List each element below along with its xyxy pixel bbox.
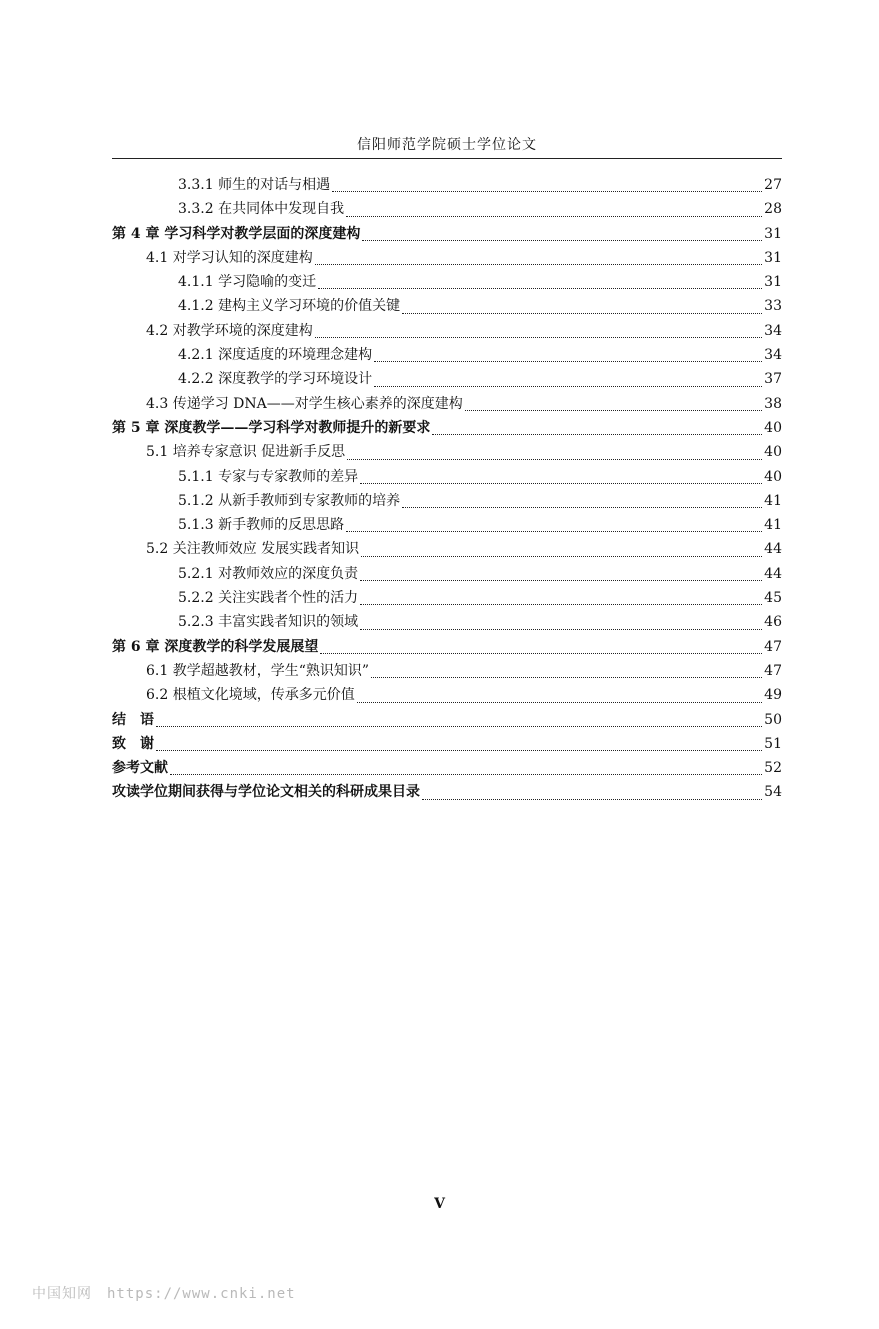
toc-entry (112, 490, 782, 514)
toc-entry-title: 4.3 传递学习 DNA——对学生核心素养的深度建构 (146, 395, 463, 412)
toc-entry-title: 6.1 教学超越教材，学生“熟识知识” (146, 662, 370, 679)
toc-entry (112, 174, 782, 198)
toc-leader-dots (156, 725, 762, 727)
toc-leader-dots (402, 506, 762, 508)
toc-entry-title: 4.2.1 深度适度的环境理念建构 (178, 347, 373, 364)
toc-entry (112, 368, 782, 392)
toc-entry-title: 4.1.2 建构主义学习环境的价值关键 (178, 298, 401, 315)
toc-entry-title: 5.2.2 关注实践者个性的活力 (178, 590, 359, 607)
toc-entry (112, 466, 782, 490)
toc-entry-page: 45 (764, 590, 782, 607)
toc-entry (112, 733, 782, 757)
toc-leader-dots (432, 433, 762, 435)
toc-entry (112, 198, 782, 222)
watermark-text: 中国知网 https://www.cnki.net (32, 1286, 296, 1302)
toc-entry-page: 49 (764, 687, 782, 704)
toc-entry-page: 44 (764, 565, 782, 582)
toc-entry-page: 47 (764, 662, 782, 679)
toc-entry-title: 3.3.1 师生的对话与相遇 (178, 177, 331, 193)
toc-entry-title: 5.1.2 从新手教师到专家教师的培养 (178, 492, 401, 509)
toc-entry-page: 47 (764, 638, 782, 655)
toc-entry (112, 223, 782, 247)
toc-entry (112, 514, 782, 538)
toc-entry-title: 5.1.1 专家与专家教师的差异 (178, 468, 359, 485)
toc-entry-page: 33 (764, 298, 782, 315)
running-header: 信阳师范学院硕士学位论文 (357, 137, 537, 153)
toc-leader-dots (371, 676, 762, 678)
toc-entry (112, 393, 782, 417)
toc-entry-page: 52 (764, 760, 782, 777)
toc-entry (112, 757, 782, 781)
toc-leader-dots (360, 482, 762, 484)
toc-entry (112, 636, 782, 660)
toc-entry-page: 38 (764, 395, 782, 412)
toc-entry-page: 40 (764, 468, 782, 485)
header-rule (112, 158, 782, 159)
toc-leader-dots (362, 239, 762, 241)
toc-entry (112, 538, 782, 562)
toc-entry (112, 320, 782, 344)
toc-leader-dots (170, 773, 762, 775)
toc-entry-title: 5.2 关注教师效应 发展实践者知识 (146, 541, 360, 558)
toc-leader-dots (422, 798, 762, 800)
toc-entry (112, 417, 782, 441)
toc-entry-title: 6.2 根植文化境域，传承多元价值 (146, 687, 355, 704)
toc-leader-dots (346, 215, 762, 217)
toc-leader-dots (315, 336, 762, 338)
toc-entry-page: 37 (764, 371, 782, 388)
toc-entry (112, 295, 782, 319)
toc-leader-dots (360, 603, 762, 605)
table-of-contents (112, 174, 782, 806)
toc-leader-dots (360, 579, 762, 581)
toc-entry-title: 3.3.2 在共同体中发现自我 (178, 201, 345, 218)
toc-entry-page: 28 (764, 201, 782, 218)
toc-entry-title: 第 4 章 学习科学对教学层面的深度建构 (112, 225, 361, 242)
toc-leader-dots (374, 385, 762, 387)
toc-leader-dots (374, 360, 762, 362)
toc-entry (112, 684, 782, 708)
toc-entry (112, 563, 782, 587)
toc-entry-title: 致 谢 (112, 735, 154, 752)
toc-entry-page: 31 (764, 249, 782, 266)
toc-leader-dots (346, 530, 762, 532)
toc-entry-page: 40 (764, 444, 782, 461)
toc-leader-dots (320, 652, 762, 654)
toc-entry (112, 587, 782, 611)
toc-entry-title: 5.1.3 新手教师的反思思路 (178, 517, 345, 534)
toc-entry-page: 31 (764, 225, 782, 242)
toc-entry-page: 50 (764, 711, 782, 728)
toc-leader-dots (360, 628, 762, 630)
toc-entry (112, 344, 782, 368)
toc-entry-page: 27 (764, 177, 782, 193)
toc-entry-page: 34 (764, 322, 782, 339)
toc-leader-dots (318, 287, 762, 289)
toc-entry-title: 4.1.1 学习隐喻的变迁 (178, 274, 317, 291)
toc-leader-dots (347, 458, 762, 460)
toc-entry (112, 271, 782, 295)
toc-entry-title: 参考文献 (112, 760, 168, 777)
toc-leader-dots (332, 190, 762, 192)
toc-entry-page: 31 (764, 274, 782, 291)
toc-entry (112, 441, 782, 465)
page-number: V (434, 1196, 445, 1212)
toc-entry-page: 41 (764, 517, 782, 534)
toc-entry-page: 46 (764, 614, 782, 631)
toc-entry (112, 781, 782, 805)
toc-entry-page: 40 (764, 419, 782, 436)
toc-entry-page: 44 (764, 541, 782, 558)
toc-entry-title: 5.1 培养专家意识 促进新手反思 (146, 444, 346, 461)
toc-entry-title: 5.2.3 丰富实践者知识的领域 (178, 614, 359, 631)
toc-leader-dots (465, 409, 762, 411)
toc-entry (112, 709, 782, 733)
toc-entry-title: 结 语 (112, 711, 154, 728)
toc-leader-dots (357, 701, 762, 703)
toc-entry (112, 247, 782, 271)
toc-leader-dots (402, 312, 762, 314)
toc-entry-title: 4.1 对学习认知的深度建构 (146, 249, 313, 266)
toc-entry-page: 51 (764, 735, 782, 752)
toc-entry-page: 34 (764, 347, 782, 364)
toc-entry-page: 41 (764, 492, 782, 509)
toc-leader-dots (315, 263, 762, 265)
toc-entry (112, 611, 782, 635)
toc-entry (112, 660, 782, 684)
toc-entry-title: 第 6 章 深度教学的科学发展展望 (112, 638, 319, 655)
toc-entry-page: 54 (764, 784, 782, 801)
toc-entry-title: 4.2 对教学环境的深度建构 (146, 322, 313, 339)
toc-entry-title: 第 5 章 深度教学——学习科学对教师提升的新要求 (112, 419, 431, 436)
toc-leader-dots (156, 749, 762, 751)
toc-entry-title: 5.2.1 对教师效应的深度负责 (178, 565, 359, 582)
toc-entry-title: 4.2.2 深度教学的学习环境设计 (178, 371, 373, 388)
toc-leader-dots (361, 555, 762, 557)
toc-entry-title: 攻读学位期间获得与学位论文相关的科研成果目录 (112, 784, 420, 801)
